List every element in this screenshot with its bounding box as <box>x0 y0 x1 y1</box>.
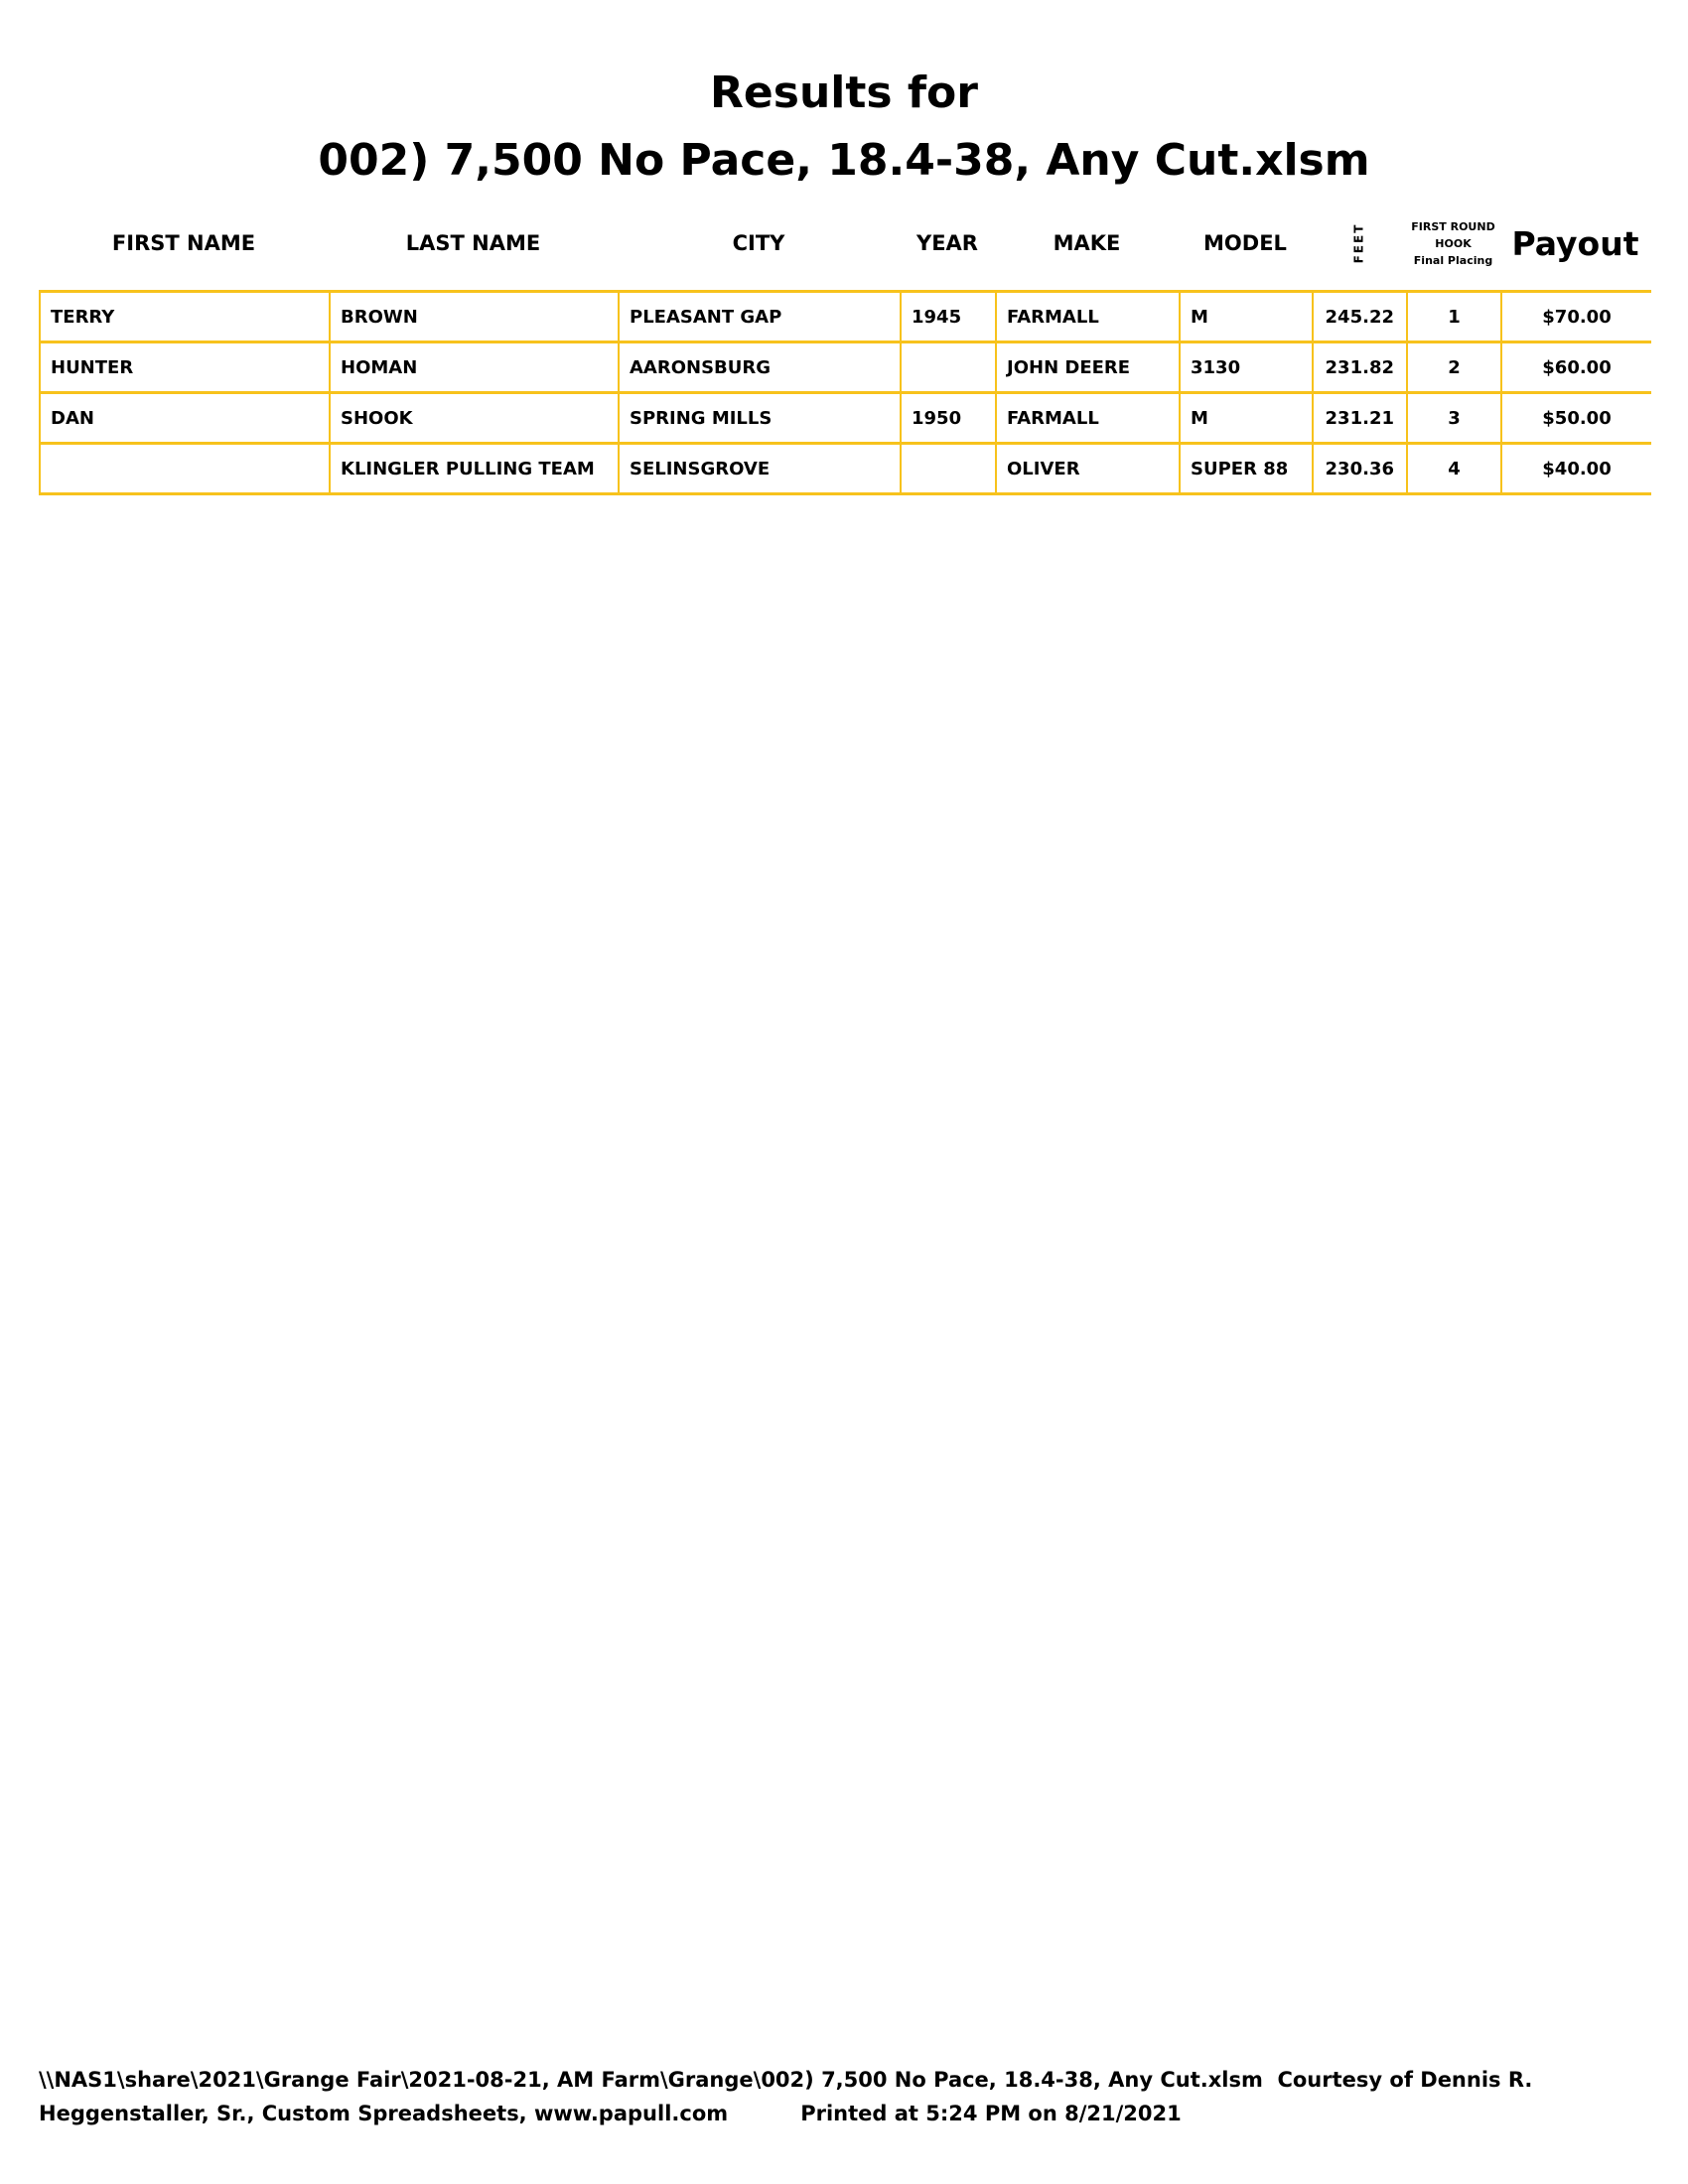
cell-city: AARONSBURG <box>619 342 901 393</box>
cell-model: M <box>1180 393 1313 444</box>
header-hook-line-1: FIRST ROUND <box>1411 219 1495 233</box>
cell-city: SPRING MILLS <box>619 393 901 444</box>
cell-placing: 2 <box>1407 342 1501 393</box>
cell-payout: $50.00 <box>1501 393 1651 444</box>
title-line-1: Results for <box>710 68 978 118</box>
cell-last-name: HOMAN <box>330 342 619 393</box>
cell-feet: 231.82 <box>1313 342 1407 393</box>
cell-model: 3130 <box>1180 342 1313 393</box>
cell-first-name: DAN <box>40 393 330 444</box>
table-row <box>40 292 1651 342</box>
cell-year: 1950 <box>901 393 996 444</box>
header-feet <box>1312 199 1406 288</box>
cell-payout: $40.00 <box>1501 444 1651 494</box>
cell-make: FARMALL <box>996 292 1180 342</box>
header-hook-line-2: HOOK <box>1435 236 1472 250</box>
cell-last-name: KLINGLER PULLING TEAM <box>330 444 619 494</box>
header-model: MODEL <box>1203 231 1287 255</box>
header-payout: Payout <box>1511 223 1639 263</box>
cell-year <box>901 444 996 494</box>
cell-payout: $60.00 <box>1501 342 1651 393</box>
footer-credit-line: Heggenstaller, Sr., Custom Spreadsheets, www.papull.com Printed at 5:24 PM on 8/21/2021 <box>39 2102 1182 2125</box>
cell-last-name: SHOOK <box>330 393 619 444</box>
cell-make: JOHN DEERE <box>996 342 1180 393</box>
header-year: YEAR <box>916 231 978 255</box>
cell-last-name: BROWN <box>330 292 619 342</box>
cell-city: SELINSGROVE <box>619 444 901 494</box>
cell-model: M <box>1180 292 1313 342</box>
header-city: CITY <box>732 231 785 255</box>
header-feet-label: FEET <box>1351 222 1366 264</box>
table-row <box>40 342 1651 393</box>
cell-placing: 4 <box>1407 444 1501 494</box>
header-hook-placing <box>1406 199 1500 288</box>
table-row <box>40 393 1651 444</box>
header-last-name: LAST NAME <box>405 231 541 255</box>
cell-feet: 231.21 <box>1313 393 1407 444</box>
cell-feet: 245.22 <box>1313 292 1407 342</box>
header-hook-line-3: Final Placing <box>1413 253 1493 267</box>
cell-first-name: TERRY <box>40 292 330 342</box>
cell-make: OLIVER <box>996 444 1180 494</box>
cell-placing: 1 <box>1407 292 1501 342</box>
cell-first-name <box>40 444 330 494</box>
cell-city: PLEASANT GAP <box>619 292 901 342</box>
cell-model: SUPER 88 <box>1180 444 1313 494</box>
title-line-2: 002) 7,500 No Pace, 18.4-38, Any Cut.xlsm <box>318 135 1370 186</box>
cell-year: 1945 <box>901 292 996 342</box>
cell-year <box>901 342 996 393</box>
table-row <box>40 444 1651 494</box>
cell-placing: 3 <box>1407 393 1501 444</box>
cell-first-name: HUNTER <box>40 342 330 393</box>
header-make: MAKE <box>1053 231 1121 255</box>
cell-feet: 230.36 <box>1313 444 1407 494</box>
cell-make: FARMALL <box>996 393 1180 444</box>
cell-payout: $70.00 <box>1501 292 1651 342</box>
header-first-name: FIRST NAME <box>111 231 256 255</box>
footer-path-line: \\NAS1\share\2021\Grange Fair\2021-08-21, AM Farm\Grange\002) 7,500 No Pace, 18.4-38, Any Cut.xlsm Courtesy of Dennis R. <box>39 2068 1533 2092</box>
results-table <box>39 290 1651 495</box>
